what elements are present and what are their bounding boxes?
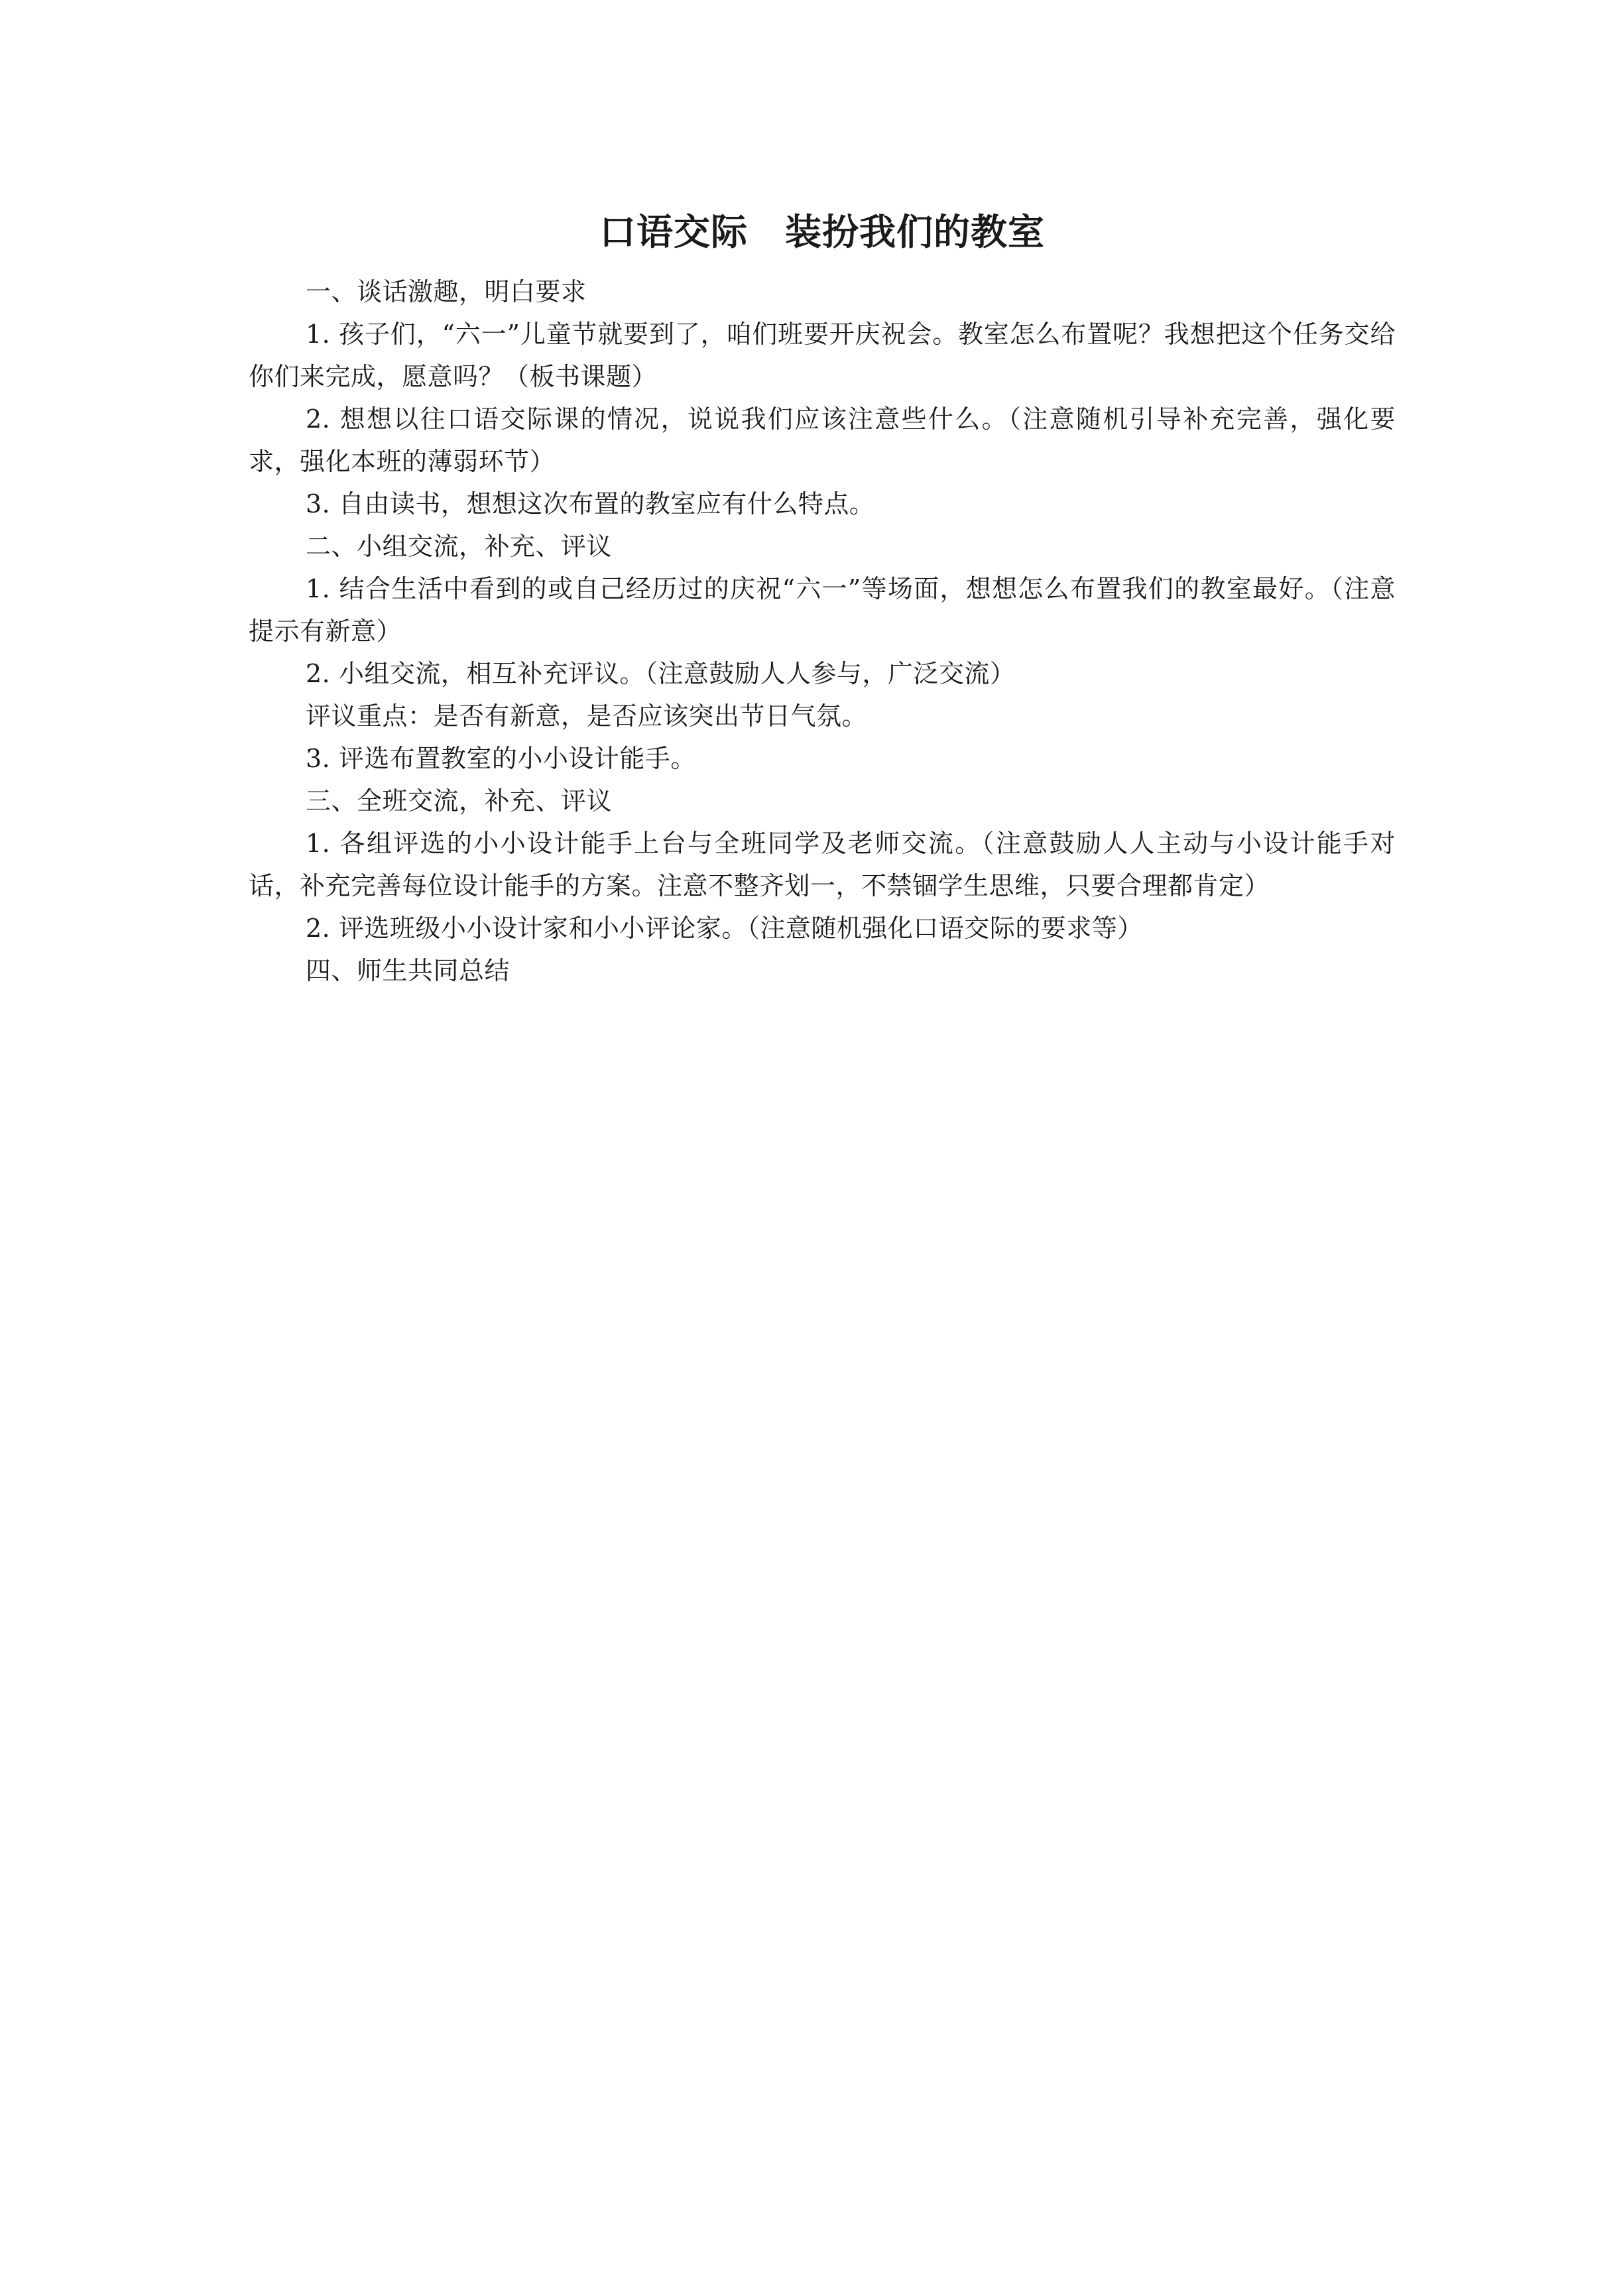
section-heading-4: 四、师生共同总结 xyxy=(306,956,511,985)
paragraph: 评议重点：是否有新意，是否应该突出节日气氛。 xyxy=(306,701,868,731)
section-heading-3: 三、全班交流，补充、评议 xyxy=(306,786,613,816)
paragraph: 3. 评选布置教室的小小设计能手。 xyxy=(306,744,696,773)
paragraph: 1. 各组评选的小小设计能手上台与全班同学及老师交流。（注意鼓励人人主动与小设计能手对话，补充完善每位设计能手的方案。注意不整齐划一，不禁锢学生思维，只要合理都肯定） xyxy=(249,829,1396,900)
paragraph: 2. 评选班级小小设计家和小小评论家。（注意随机强化口语交际的要求等） xyxy=(306,914,1143,943)
section-heading-2: 二、小组交流，补充、评议 xyxy=(306,532,613,561)
paragraph: 1. 孩子们，“六一”儿童节就要到了，咱们班要开庆祝会。教室怎么布置呢？我想把这个任务交给你们来完成，愿意吗？（板书课题） xyxy=(249,320,1396,391)
paragraph: 2. 想想以往口语交际课的情况，说说我们应该注意些什么。（注意随机引导补充完善，强化要求，强化本班的薄弱环节） xyxy=(249,404,1396,476)
paragraph: 3. 自由读书，想想这次布置的教室应有什么特点。 xyxy=(306,489,875,518)
document-page xyxy=(249,206,1396,992)
paragraph: 1. 结合生活中看到的或自己经历过的庆祝“六一”等场面，想想怎么布置我们的教室最好。（注意提示有新意） xyxy=(249,574,1396,646)
section-heading-1: 一、谈话激趣，明白要求 xyxy=(306,277,587,306)
paragraph: 2. 小组交流，相互补充评议。（注意鼓励人人参与，广泛交流） xyxy=(306,659,1016,688)
document-title: 口语交际 装扮我们的教室 xyxy=(599,210,1045,253)
